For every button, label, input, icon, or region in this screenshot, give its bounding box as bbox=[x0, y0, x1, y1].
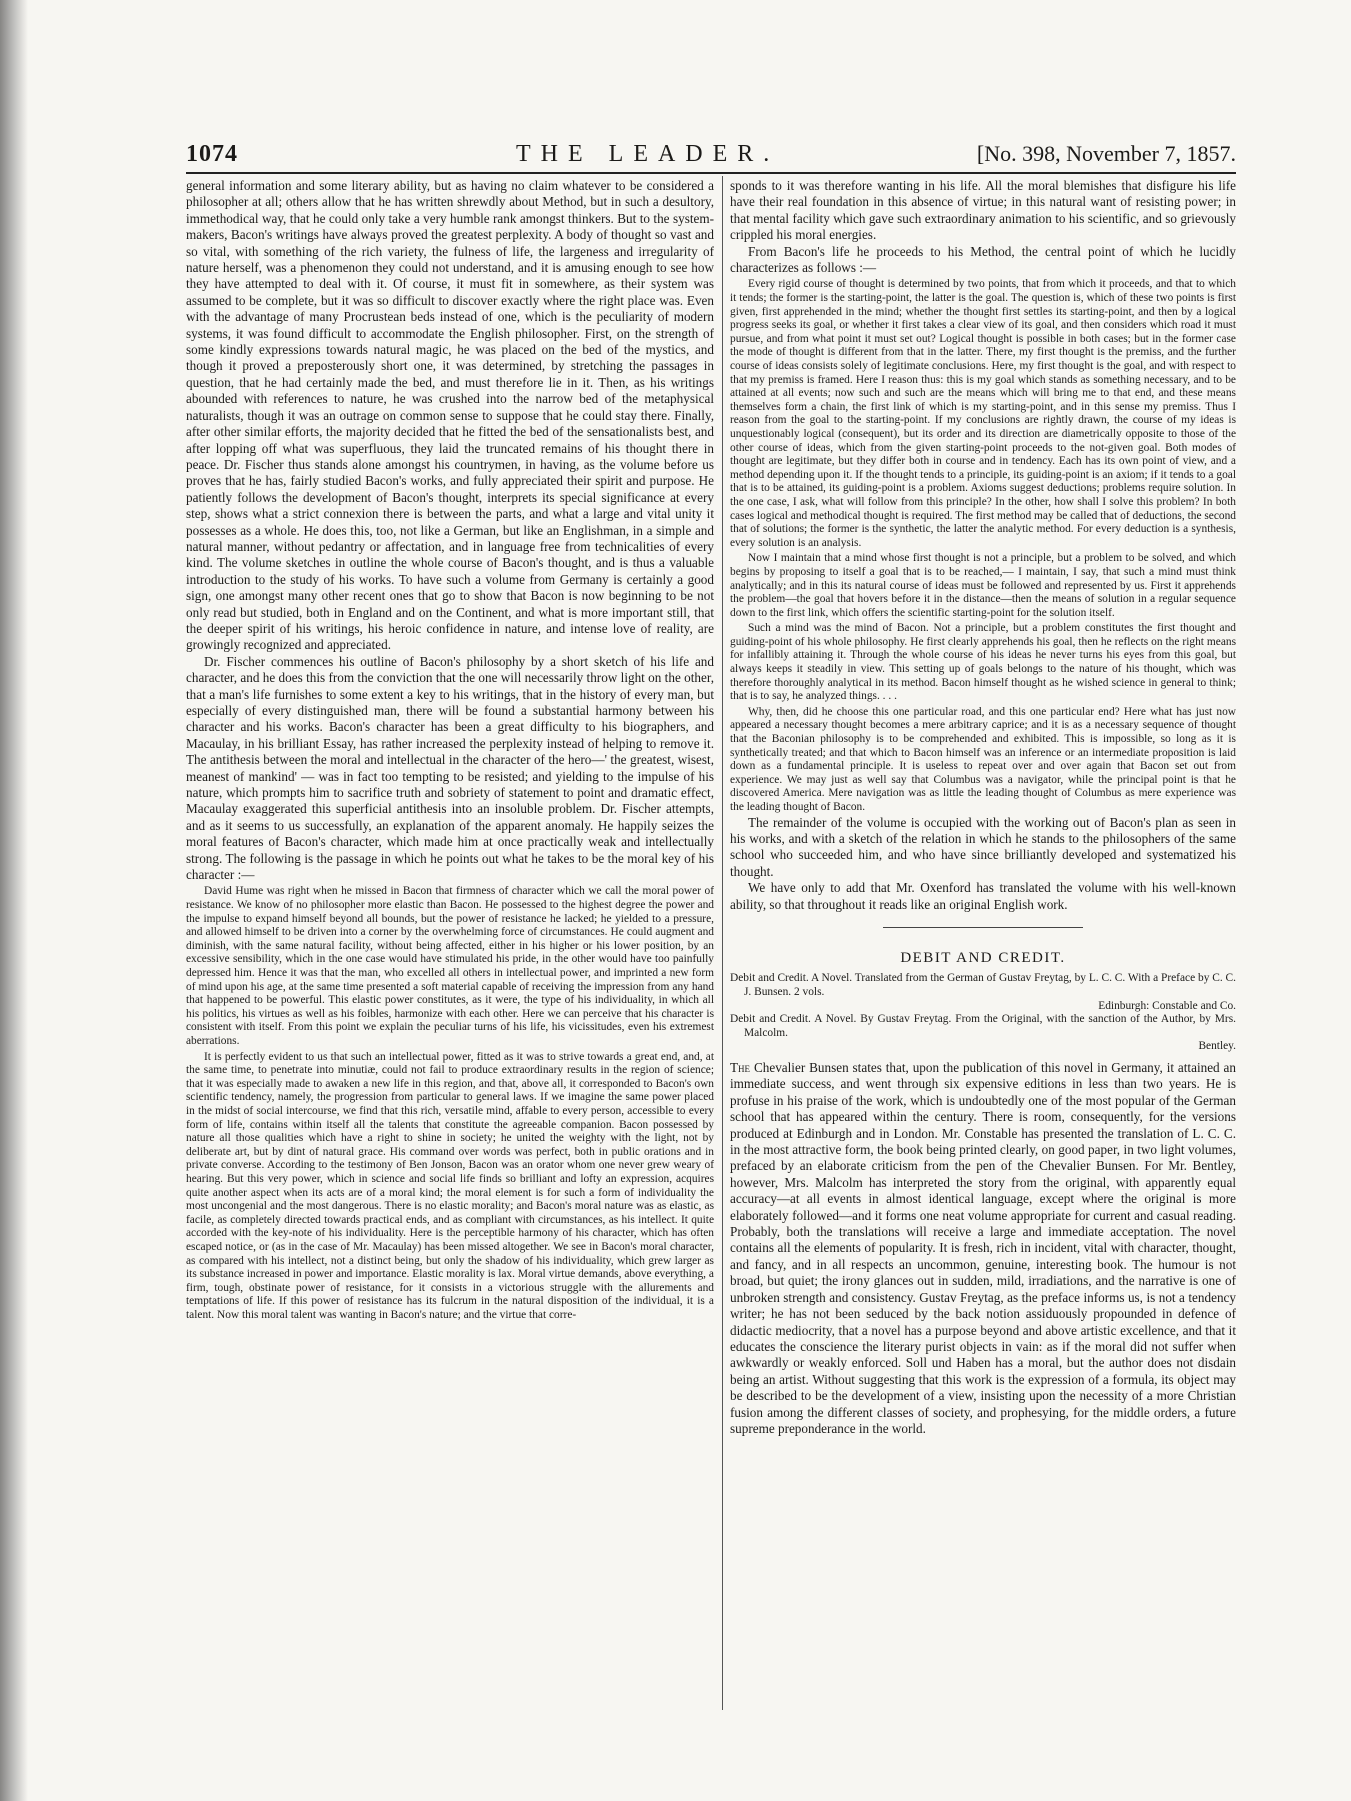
quotation: Why, then, did he choose this one particular road, and this one particular end? Here what has just now appeared a necessary thought becomes a mere arbitrary caprice; and it is as a necessary sequence of thought that the Baconian philosophy is to be comprehended and exhibited. This is impossible, so long as it is synthetically treated; and that which to Bacon himself was an inference or an intermediate proposition is laid down as a fundamental principle. It is useless to repeat over and over again that Bacon set out from experience. We may just as well say that Columbus was a navigator, while the principal point is that he discovered America. Mere navigation was as little the leading thought of Columbus as mere experience was the leading thought of Bacon. bbox=[730, 705, 1236, 813]
book-citation: Debit and Credit. A Novel. Translated from the German of Gustav Freytag, by L. C. C. With a Preface by C. C. J. Bunsen. 2 vols. bbox=[730, 972, 1236, 999]
right-column bbox=[730, 178, 1236, 1708]
masthead: THE LEADER. bbox=[516, 141, 780, 167]
citation-publisher: Edinburgh: Constable and Co. bbox=[1098, 999, 1236, 1012]
issue-line: [No. 398, November 7, 1857. bbox=[976, 141, 1236, 166]
header-rule bbox=[186, 172, 1236, 174]
paragraph: From Bacon's life he proceeds to his Method, the central point of which he lucidly characterizes as follows :— bbox=[730, 243, 1236, 276]
book-citation: Debit and Credit. A Novel. By Gustav Freytag. From the Original, with the sanction of the Author, by Mrs. Malcolm. bbox=[730, 1013, 1236, 1039]
review-text: Chevalier Bunsen states that, upon the publication of this novel in Germany, it attained an immediate success, and went through six expensive editions in less than two years. He is profuse in his praise of the work, which is undoubtedly one of the most popular of the German school that has appeared within the century. There is room, consequently, for the versions produced at Edinburgh and in London. Mr. Constable has presented the translation of L. C. C. in the most attractive form, the book being printed clearly, on good paper, in two light volumes, prefaced by an elaborate criticism from the pen of the Chevalier Bunsen. For Mr. Bentley, however, Mrs. Malcolm has interpreted the story from the original, with apparently equal accuracy—at all events in almost identical language, except where the original is more elaborately followed—and it forms one neat volume appropriate for current and casual reading. Probably, both the translations will receive a large and immediate acceptation. The novel contains all the elements of popularity. It is fresh, rich in incident, vital with character, thought, and fancy, and in all respects an uncommon, genuine, interesting book. The humour is not broad, but quiet; the irony glances out in sudden, mild, irradiations, and the narrative is one of unbroken strength and consistency. Gustav Freytag, as the preface informs us, is not a tendency writer; he has not been seduced by the back notion assiduously propounded in defence of didactic mediocrity, that a novel has a purpose beyond and above artistic excellence, and that it educates the conscience the literary purist objects in vain: as if the moral did not suffer when awkwardly or weakly enforced. Soll und Haben has a moral, but the author does not disdain being an artist. Without suggesting that this work is the expression of a formula, its object may be described to be the development of a view, insisting upon the necessity of a more Christian fusion among the different classes of society, and prophesying, for the middle orders, a future supreme preponderance in the world. bbox=[730, 1060, 1236, 1436]
page-number: 1074 bbox=[186, 141, 238, 167]
review-paragraph bbox=[730, 1060, 1236, 1437]
quotation: Such a mind was the mind of Bacon. Not a principle, but a problem constitutes the first thought and guiding-point of his whole philosophy. He first clearly apprehends his goal, then he reflects on the right means for infallibly attaining it. Through the whole course of his ideas he never turns his eyes from this goal, but always keeps it steadily in view. This setting up of goals belongs to the nature of his thought, which was therefore thoroughly analytical in its method. Bacon himself thought as he wished science in general to think; that is to say, he analyzed things. . . . bbox=[730, 622, 1236, 703]
column-divider bbox=[722, 176, 723, 1710]
quotation: Now I maintain that a mind whose first thought is not a principle, but a problem to be solved, and which begins by proposing to itself a goal that is to be reached,— I maintain, I say, that such a mind must think analytically; and in this its natural course of ideas must be followed and represented by us. First it apprehends the problem—the goal that hovers before it in the distance—then the means of solution in a regular sequence down to the first link, which offers the scientific starting-point for the solution itself. bbox=[730, 552, 1236, 619]
quotation: It is perfectly evident to us that such an intellectual power, fitted as it was to strive towards a great end, and, at the same time, to penetrate into minutiæ, could not fail to produce extraordinary results in the region of science; that it was especially made to awaken a new life in this region, and that, above all, it corresponded to Bacon's own scientific tendency, namely, the progression from particular to general laws. If we imagine the same power placed in the midst of social intercourse, we find that this rich, versatile mind, affable to every person, accessible to every form of life, contains within itself all the talents that constitute the agreeable companion. Bacon possessed by nature all those qualities which have a right to shine in society; he united the weighty with the light, not by deliberate art, but by dint of natural grace. His command over words was perfect, both in public orations and in private converse. According to the testimony of Ben Jonson, Bacon was an orator whom one never grew weary of hearing. But this very power, which in science and social life finds so brilliant and lofty an expression, acquires quite another aspect when its acts are of a moral kind; the moral element is for such a form of individuality the most uncongenial and the most dangerous. There is no elastic morality; and Bacon's moral nature was as elastic, as facile, as completely directed towards practical ends, and as compliant with circumstances, as his intellect. It quite accorded with the key-note of his individuality. Here is the perceptible harmony of his character, which has often escaped notice, or (as in the case of Mr. Macaulay) has been missed altogether. We see in Bacon's moral character, as compared with his intellect, not a distinct being, but only the shadow of his individuality, which grew larger as its substance increased in power and importance. Elastic morality is lax. Moral virtue demands, above everything, a firm, tough, obstinate power of resistance, for it consists in a victorious struggle with the allurements and temptations of life. If this power of resistance has its fulcrum in the natural disposition of the individual, it is a talent. Now this moral talent was wanting in Bacon's nature; and the virtue that corre- bbox=[186, 1050, 714, 1321]
lead-word: The bbox=[730, 1060, 751, 1075]
paragraph: sponds to it was therefore wanting in his life. All the moral blemishes that disfigure his life have their real foundation in this absence of virtue; in this natural want of resisting power; in that mental facility which gave such extraordinary animation to his scientific, and so grievously crippled his moral energies. bbox=[730, 178, 1236, 243]
quotation: David Hume was right when he missed in Bacon that firmness of character which we call the moral power of resistance. We know of no philosopher more elastic than Bacon. He possessed to the highest degree the power and the impulse to expand himself beyond all bounds, but the power of resistance he lacked; he yielded to a pressure, and allowed himself to be driven into a corner by the overwhelming force of circumstances. He could augment and diminish, with the same natural facility, without being affected, either in his higher or his lower position, by an excessive sensibility, which in the one case would have stimulated his pride, in the other would have too painfully depressed him. Hence it was that the man, who excelled all others in intellectual power, and imprinted a new form of mind upon his age, at the same time presented a soft material capable of receiving the impression from any hand that happened to be powerful. This elastic power constitutes, as it were, the type of his individuality, in which all his politics, his virtues as well as his foibles, harmonize with each other. Here we can perceive that his character is consistent with itself. From this point we explain the peculiar turns of his life, his vicissitudes, even his extremest aberrations. bbox=[186, 885, 714, 1047]
citation-publisher: Bentley. bbox=[1198, 1040, 1236, 1053]
paragraph: Dr. Fischer commences his outline of Bacon's philosophy by a short sketch of his life and character, and he does this from the conviction that the one will necessarily throw light on the other, that a man's life furnishes to some extent a key to his writings, that in the history of every man, but especially of every distinguished man, there will be found a substantial harmony between his character and his works. Bacon's character has been a great difficulty to his biographers, and Macaulay, in his brilliant Essay, has rather increased the perplexity instead of helping to remove it. The antithesis between the moral and intellectual in the character of the hero—' the greatest, wisest, meanest of mankind' — was in fact too tempting to be resisted; and yielding to the impulse of his nature, which prompts him to sacrifice truth and sobriety of statement to point and dramatic effect, Macaulay exaggerated this superficial antithesis into an insoluble problem. Dr. Fischer attempts, and as it seems to us successfully, an explanation of the apparent anomaly. He happily seizes the moral features of Bacon's character, which made him at once practically weak and intellectually strong. The following is the passage in which he points out what he takes to be the moral key of his character :— bbox=[186, 653, 714, 883]
section-title: DEBIT AND CREDIT. bbox=[900, 950, 1066, 967]
binding-shadow bbox=[0, 0, 28, 1801]
page-header bbox=[186, 141, 1236, 175]
left-column bbox=[186, 178, 714, 1708]
section-rule bbox=[883, 927, 1083, 928]
paragraph: We have only to add that Mr. Oxenford has translated the volume with his well-known ability, so that throughout it reads like an original English work. bbox=[730, 880, 1236, 912]
paragraph: The remainder of the volume is occupied with the working out of Bacon's plan as seen in his works, and with a sketch of the relation in which he stands to the philosophers of the same school who succeeded him, and who have since brilliantly developed and systematized his thought. bbox=[730, 814, 1236, 879]
paragraph: general information and some literary ability, but as having no claim whatever to be considered a philosopher at all; others allow that he has written shrewdly about Method, but in such a desultory, immethodical way, that he could only take a very humble rank amongst thinkers. But to the system-makers, Bacon's writings have always proved the greatest perplexity. A body of thought so vast and so vital, with something of the rich variety, the fulness of life, the largeness and irregularity of nature herself, was a phenomenon they could not understand, and it is amusing enough to see how they have attempted to deal with it. Of course, it must fit in somewhere, as their system was assumed to be complete, but it was so difficult to discover exactly where the right place was. Even with the advantage of many Procrustean beds instead of one, which is the peculiarity of modern systems, it was found difficult to accommodate the English philosopher. First, on the strength of some kindly expressions towards natural magic, he was placed on the bed of the mystics, and though it proved a preposterously short one, it was determined, by stretching the passages in question, that he had certainly made the bed, and must therefore lie in it. Then, as his writings abounded with references to nature, he was crushed into the narrow bed of the metaphysical naturalists, though it was an outrage on common sense to suppose that he could stay there. Finally, after other similar efforts, the majority decided that he fitted the bed of the sensationalists best, and after lopping off what was superfluous, they laid the truncated remains of his thought there in peace. Dr. Fischer thus stands alone amongst his countrymen, in having, as the volume before us proves that he has, fairly studied Bacon's works, and fully appreciated their spirit and purpose. He patiently follows the development of Bacon's thought, interprets its special significance at every step, shows what a strict connexion there is between the parts, and what a large and vital unity it possesses as a whole. He does this, too, not like a German, but like an Englishman, in a simple and natural manner, without pedantry or affectation, and in language free from technicalities of every kind. The volume sketches in outline the whole course of Bacon's thought, and is thus a valuable introduction to the study of his works. To have such a volume from Germany is certainly a good sign, one amongst many other recent ones that go to show that Bacon is now beginning to be not only read but studied, both in England and on the Continent, and what is more important still, that the deeper spirit of his writings, his heroic confidence in nature, and intense love of reality, are growingly recognized and appreciated. bbox=[186, 178, 714, 653]
quotation: Every rigid course of thought is determined by two points, that from which it proceeds, and that to which it tends; the former is the starting-point, the latter is the goal. The question is, which of these two points is first given, first apprehended in the mind; whether the thought first settles its starting-point, and then by a logical progress seeks its goal, or whether it first takes a clear view of its goal, and then considers which road it must pursue, and from what point it must set out? Logical thought is possible in both cases; but in the former case the mode of thought is different from that in the latter. There, my first thought is the premiss, and the further course of ideas consists solely of legitimate conclusions. Here, my first thought is the goal, and with respect to that my premiss is framed. Here I reason thus: this is my goal which stands as something necessary, and to be attained at all events; now such and such are the means which will bring me to that end, and these means themselves form a chain, the first link of which is my starting-point, and in this sense my premiss. Thus I reason from the goal to the starting-point. If my conclusions are rightly drawn, the course of my ideas is unquestionably logical (consequent), but its order and its direction are diametrically opposite to those of the other course of ideas, which from the given starting-point proceeds to the not-given goal. Both modes of thought are legitimate, but they differ both in course and in tendency. Each has its own point of view, and a method depending upon it. If the thought tends to a principle, its guiding-point is an axiom; if it tends to a goal that is to be attained, its guiding-point is a problem. Axioms suggest deductions; problems require solution. In the one case, I ask, what will follow from this principle? In the other, how shall I solve this problem? In both cases logical and methodical thought is required. The first method may be called that of deductions, the second that of solutions; the former is the synthetic, the latter the analytic method. For every deduction is a synthesis, every solution is an analysis. bbox=[730, 278, 1236, 549]
